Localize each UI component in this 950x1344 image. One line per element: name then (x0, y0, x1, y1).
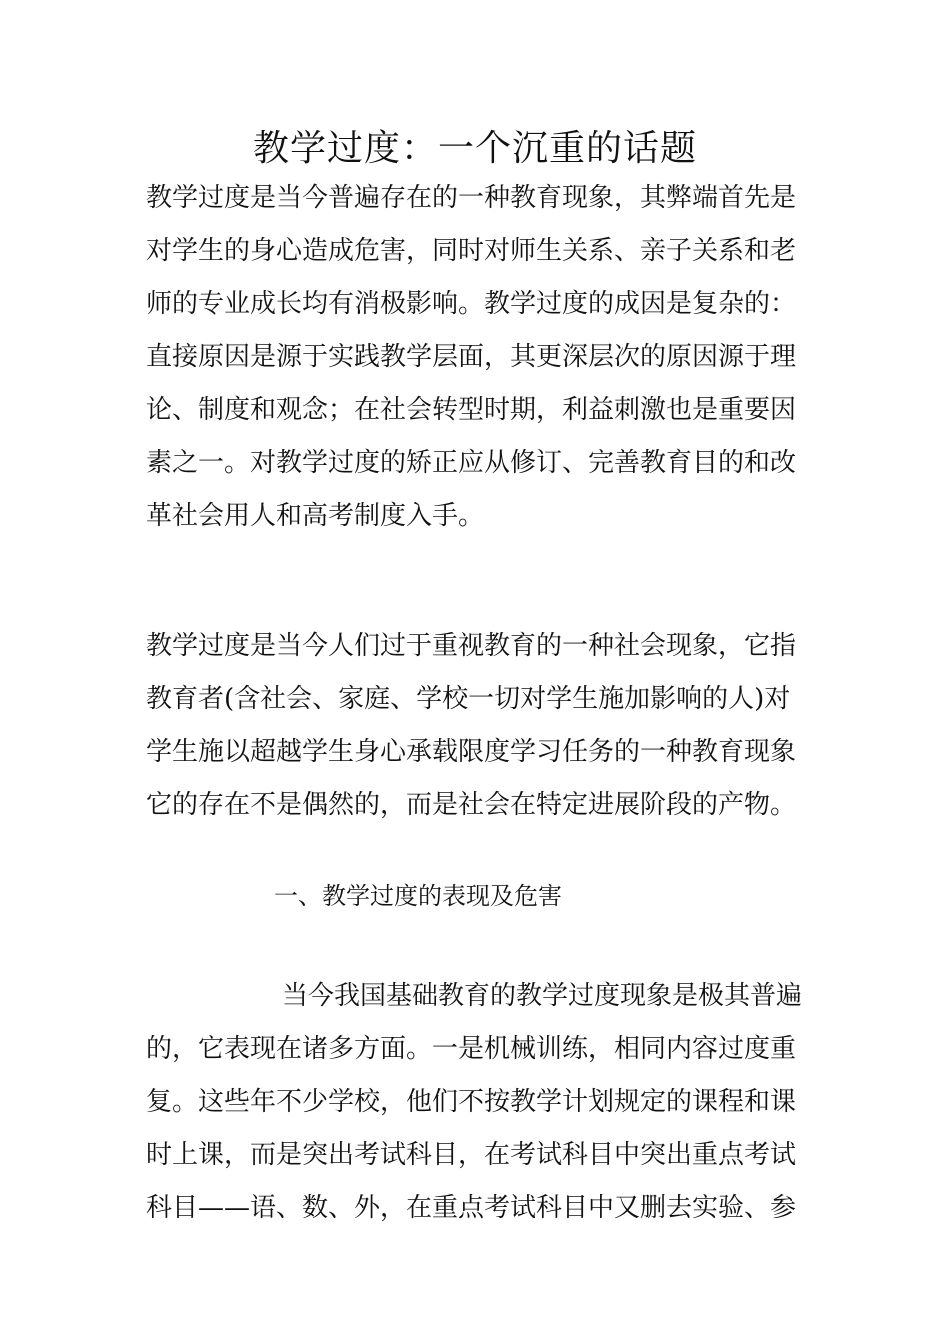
intro-line: 教育者(含社会、家庭、学校一切对学生施加影响的人)对 (146, 684, 791, 714)
section-line: 的，它表现在诸多方面。一是机械训练，相同内容过度重 (146, 1034, 797, 1064)
section-paragraph (146, 970, 806, 1235)
intro-line: 学生施以超越学生身心承载限度学习任务的一种教育现象 (146, 737, 797, 767)
intro-paragraph (146, 620, 806, 832)
section-line: 复。这些年不少学校，他们不按教学计划规定的课程和课 (146, 1087, 797, 1117)
abstract-line: 教学过度是当今普遍存在的一种教育现象，其弊端首先是 (146, 183, 797, 213)
abstract-line: 论、制度和观念；在社会转型时期，利益刺激也是重要因 (146, 395, 797, 425)
intro-line: 它的存在不是偶然的，而是社会在特定进展阶段的产物。 (146, 790, 797, 820)
abstract-line: 直接原因是源于实践教学层面，其更深层次的原因源于理 (146, 342, 797, 372)
document-title: 教学过度：一个沉重的话题 (252, 128, 697, 169)
abstract-paragraph (146, 172, 806, 543)
section-line: 当今我国基础教育的教学过度现象是极其普遍 (282, 981, 803, 1011)
abstract-line: 对学生的身心造成危害，同时对师生关系、亲子关系和老 (146, 236, 797, 266)
abstract-line: 革社会用人和高考制度入手。 (146, 501, 485, 531)
intro-line: 教学过度是当今人们过于重视教育的一种社会现象，它指 (146, 631, 797, 661)
abstract-line: 师的专业成长均有消极影响。教学过度的成因是复杂的： (146, 289, 797, 319)
section-heading: 一、教学过度的表现及危害 (274, 882, 562, 910)
abstract-line: 素之一。对教学过度的矫正应从修订、完善教育目的和改 (146, 448, 797, 478)
section-line: 科目——语、数、外，在重点考试科目中又删去实验、参 (146, 1193, 797, 1223)
section-line: 时上课，而是突出考试科目，在考试科目中突出重点考试 (146, 1140, 797, 1170)
